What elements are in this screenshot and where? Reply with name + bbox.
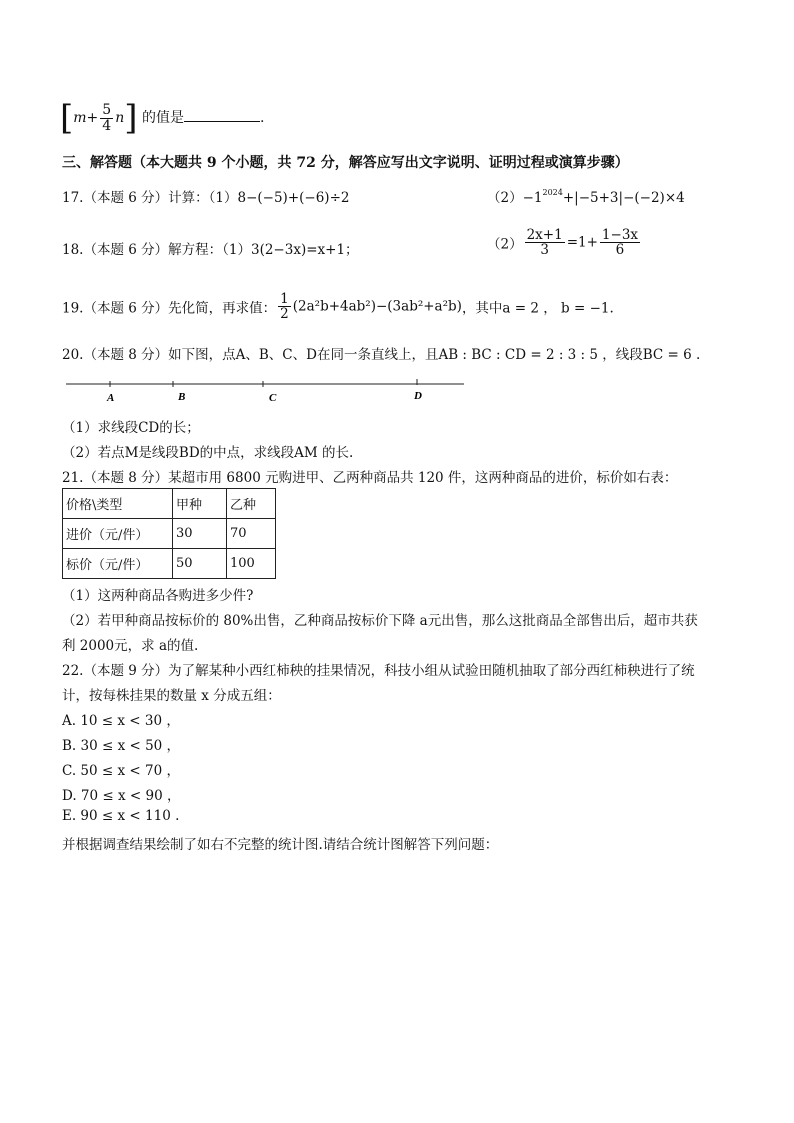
- table-header-cell: 甲种: [173, 489, 227, 519]
- q17-expr2-rest: +|−5+3|−(−2)×4: [562, 190, 685, 206]
- table-cell: 50: [173, 549, 227, 579]
- q20-sub1: （1）求线段CD的长；: [62, 420, 200, 436]
- answer-blank[interactable]: [184, 109, 260, 122]
- q17-part2-label: （2）: [487, 190, 523, 206]
- q17-expr1: 8−(−5)+(−6)÷2: [237, 190, 350, 206]
- table-row: [63, 549, 276, 579]
- q18-part2: [487, 228, 642, 257]
- q19: [62, 292, 614, 321]
- plus-sign: +: [86, 110, 99, 126]
- group-b: B. 30 ≤ x < 50 ，: [62, 738, 181, 754]
- q21-sub1: （1）这两种商品各购进多少件?: [62, 588, 254, 604]
- q18-rhs-numerator: 1−3x: [601, 227, 639, 243]
- q19-label: 19.（本题 6 分）先化简，再求值：: [62, 300, 277, 317]
- q20-sub2: （2）若点M是线段BD的中点，求线段AM 的长.: [62, 445, 354, 461]
- table-row: [63, 519, 276, 549]
- point-label-c: C: [269, 392, 277, 404]
- q19-tail: ，其中a = 2 ， b = −1.: [461, 300, 614, 317]
- q16-end: .: [259, 110, 265, 126]
- q21-sub2-line1: （2）若甲种商品按标价的 80%出售，乙种商品按标价下降 a元出售，那么这批商品全部售出后，超市共获: [62, 613, 698, 629]
- q17-label: 17.（本题 6 分）计算：（1）: [62, 190, 238, 206]
- q21-text: 21.（本题 8 分）某超市用 6800 元购进甲、乙两种商品共 120 件，这两种商品的进价，标价如右表：: [62, 470, 678, 486]
- q18-rhs-fraction: [600, 228, 640, 257]
- q18-lhs-fraction: [525, 228, 565, 257]
- var-m: m: [73, 110, 87, 126]
- group-c: C. 50 ≤ x < 70 ，: [62, 763, 180, 779]
- table-cell: 标价（元/件）: [63, 549, 173, 579]
- fraction-5-4: [100, 103, 113, 133]
- table-cell: 100: [227, 549, 276, 579]
- q19-denominator: 2: [280, 306, 289, 323]
- point-label-d: D: [414, 390, 422, 402]
- price-table: [62, 488, 276, 579]
- q17-part2: [487, 186, 685, 206]
- section-title: 三、解答题（本大题共 9 个小题，共 72 分，解答应写出文字说明、证明过程或演算步骤）: [62, 155, 629, 171]
- q22-line2: 计，按每株挂果的数量 x 分成五组：: [62, 688, 281, 704]
- var-n: n: [115, 110, 125, 126]
- q16-text: 的值是: [141, 110, 184, 126]
- table-header-row: [63, 489, 276, 519]
- table-cell: 进价（元/件）: [63, 519, 173, 549]
- fraction-denominator: 4: [102, 117, 112, 134]
- table-header-cell: 价格\类型: [63, 489, 173, 519]
- q18-lhs-denominator: 3: [540, 242, 549, 259]
- q18-rhs-denominator: 6: [615, 242, 625, 259]
- q20-line-diagram: [62, 374, 472, 406]
- table-header-cell: 乙种: [227, 489, 276, 519]
- point-label-a: A: [107, 392, 115, 404]
- q18-part2-label: （2）: [487, 236, 523, 253]
- q18-expr1: 3(2−3x)=x+1；: [250, 242, 359, 258]
- group-d: D. 70 ≤ x < 90 ，: [62, 788, 181, 804]
- right-bracket: ]: [124, 98, 138, 138]
- group-a: A. 10 ≤ x < 30 ，: [62, 713, 180, 729]
- group-e: E. 90 ≤ x < 110 .: [62, 808, 180, 824]
- table-cell: 30: [173, 519, 227, 549]
- q17-expr2-base: −1: [522, 190, 543, 206]
- q18-lhs-numerator: 2x+1: [526, 227, 563, 243]
- q18-label: 18.（本题 6 分）解方程：（1）: [62, 242, 251, 258]
- left-bracket: [: [60, 98, 74, 138]
- q22-closing: 并根据调查结果绘制了如右不完整的统计图.请结合统计图解答下列问题：: [62, 837, 499, 853]
- q18-mid: =1+: [566, 234, 598, 251]
- q22-line1: 22.（本题 9 分）为了解某种小西红柿秧的挂果情况，科技小组从试验田随机抽取了部分西红柿秧进行了统: [62, 663, 695, 679]
- q16-expression: [60, 98, 264, 138]
- fraction-numerator: 5: [102, 101, 112, 118]
- q17-exponent: 2024: [542, 188, 563, 197]
- q21-sub2-line2: 利 2000元，求 a的值.: [62, 638, 199, 654]
- q19-expr: (2a²b+4ab²)−(3ab²+a²b): [292, 298, 462, 315]
- q18-part1: [62, 238, 359, 258]
- q17-part1: [62, 186, 349, 206]
- q20-text: 20.（本题 8 分）如下图，点A、B、C、D在同一条直线上，且AB : BC : CD = 2 : 3 : 5 ，线段BC = 6 .: [62, 347, 701, 363]
- table-cell: 70: [227, 519, 276, 549]
- point-label-b: B: [178, 391, 186, 403]
- q19-numerator: 1: [280, 291, 289, 307]
- q19-half-fraction: [278, 292, 291, 321]
